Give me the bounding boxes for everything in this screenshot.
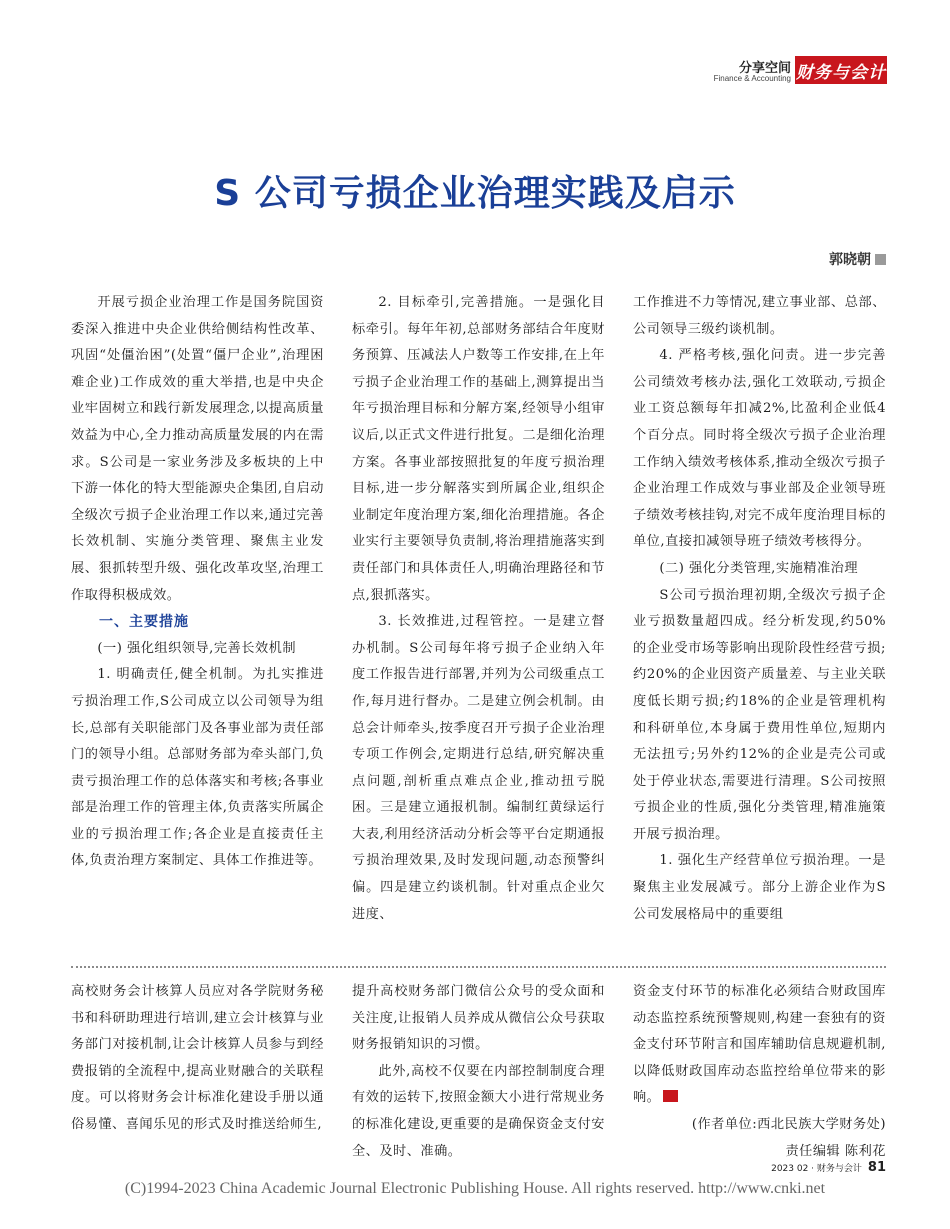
bottom-column-2 — [352, 979, 605, 1165]
author-square-icon — [875, 254, 886, 265]
paragraph: 3. 长效推进,过程管控。一是建立督办机制。S公司每年将亏损子企业纳入年度工作报告进行部署,并列为公司级重点工作,每月进行督办。二是建立例会机制。由总会计师牵头,按季度召开亏损子企业治理专项工作例会,定期进行总结,研究解决重点问题,剖析重点难点企业,推动扭亏脱困。三是建立通报机制。编制红黄绿运行大表,利用经济活动分析会等平台定期通报亏损治理效果,及时发现问题,动态预警纠偏。四是建立约谈机制。针对重点企业欠进度、 — [352, 614, 605, 922]
section-label-en: Finance & Accounting — [713, 74, 791, 83]
paragraph: 1. 明确责任,健全机制。为扎实推进亏损治理工作,S公司成立以公司领导为组长,总部有关职能部门及各事业部为责任部门的领导小组。总部财务部为牵头部门,负责亏损治理工作的总体落实和考核;各事业部是治理工作的管理主体,负责落实所属企业的亏损治理工作;各企业是直接责任主体,负责治理方案制定、具体工作推进等。 — [71, 667, 324, 869]
section-divider — [71, 966, 886, 968]
page-number: 81 — [867, 1160, 886, 1175]
paragraph: 提升高校财务部门微信公众号的受众面和关注度,让报销人员养成从微信公众号获取财务报销知识的习惯。 — [352, 984, 605, 1053]
paragraph: 此外,高校不仅要在内部控制制度合理有效的运转下,按照金额大小进行常规业务的标准化建设,更重要的是确保资金支付安全、及时、准确。 — [352, 1063, 605, 1159]
issue-label: 2023 02 · 财务与会计 — [771, 1164, 862, 1174]
paragraph: 2. 目标牵引,完善措施。一是强化目标牵引。每年年初,总部财务部结合年度财务预算、压减法人户数等工作安排,在上年亏损子企业治理工作的基础上,测算提出当年亏损治理目标和分解方案,经领导小组审议后,以正式文件进行批复。二是细化治理方案。各事业部按照批复的年度亏损治理目标,进一步分解落实到所属企业,组织企业制定年度治理方案,细化治理措施。各企业实行主要领导负责制,将治理措施落实到责任部门和具体责任人,明确治理路径和节点,狠抓落实。 — [352, 295, 605, 603]
paragraph: 4. 严格考核,强化问责。进一步完善公司绩效考核办法,强化工效联动,亏损企业工资总额每年扣减2%,比盈利企业低4个百分点。同时将全级次亏损子企业治理工作纳入绩效考核体系,推动全级次亏损子企业治理工作成效与事业部及企业领导班子绩效考核挂钩,对完不成年度治理目标的单位,直接扣减领导班子绩效考核得分。 — [633, 348, 886, 550]
paragraph: 高校财务会计核算人员应对各学院财务秘书和科研助理进行培训,建立会计核算与业务部门对接机制,让会计核算人员参与到经费报销的全流程中,提高业财融合的关联程度。可以将财务会计标准化建设手册以通俗易懂、喜闻乐见的形式及时推送给师生, — [71, 984, 324, 1132]
end-mark-icon — [663, 1090, 678, 1102]
paragraph-ending — [633, 979, 886, 1112]
paragraph: S公司亏损治理初期,全级次亏损子企业亏损数量超四成。经分析发现,约50%的企业受市场等影响出现阶段性经营亏损;约20%的企业因资产质量差、与主业关联度低长期亏损;约18%的企业是管理机构和科研单位,本身属于费用性单位,短期内无法扭亏;另外约12%的企业是壳公司或处于停业状态,需要进行清理。S公司按照亏损企业的性质,强化分类管理,精准施策开展亏损治理。 — [633, 587, 886, 842]
column-1 — [71, 290, 324, 875]
author-affiliation: (作者单位:西北民族大学财务处) — [691, 1116, 886, 1132]
column-3 — [633, 290, 886, 928]
paragraph: 工作推进不力等情况,建立事业部、总部、公司领导三级约谈机制。 — [633, 295, 886, 337]
subsection-heading: (一) 强化组织领导,完善长效机制 — [97, 640, 297, 656]
magazine-logo: 财务与会计 — [795, 56, 887, 84]
article-author — [829, 249, 886, 269]
section-heading: 一、主要措施 — [99, 614, 189, 631]
column-2 — [352, 290, 605, 928]
subsection-heading: (二) 强化分类管理,实施精准治理 — [659, 560, 859, 576]
author-name: 郭晓朝 — [829, 252, 871, 268]
paragraph: 1. 强化生产经营单位亏损治理。一是聚焦主业发展减亏。部分上游企业作为S公司发展格局中的重要组 — [633, 853, 886, 922]
paragraph: 开展亏损企业治理工作是国务院国资委深入推进中央企业供给侧结构性改革、巩固“处僵治困”(处置“僵尸企业”,治理困难企业)工作成效的重大举措,也是中央企业牢固树立和践行新发展理念,以提高质量效益为中心,全力推动高质量发展的内在需求。S公司是一家业务涉及多板块的上中下游一体化的特大型能源央企集团,自启动全级次亏损子企业治理工作以来,通过完善长效机制、实施分类管理、聚焦主业发展、狠抓转型升级、强化改革攻坚,治理工作取得积极成效。 — [71, 295, 324, 603]
journal-brand — [647, 55, 887, 87]
bottom-column-1 — [71, 979, 324, 1139]
page-footer — [771, 1160, 886, 1175]
copyright-notice: (C)1994-2023 China Academic Journal Electronic Publishing House. All rights reserved. http://www.cnki.net — [124, 1180, 826, 1197]
section-label: 分享空间 — [738, 61, 791, 76]
article-title: S 公司亏损企业治理实践及启示 — [214, 173, 736, 214]
bottom-column-3 — [633, 979, 886, 1165]
paragraph-text: 资金支付环节的标准化必须结合财政国库动态监控系统预警规则,构建一套独有的资金支付环节附言和国库辅助信息规避机制,以降低财政国库动态监控给单位带来的影响。 — [633, 984, 886, 1106]
responsible-editor: 责任编辑 陈利花 — [785, 1143, 886, 1159]
